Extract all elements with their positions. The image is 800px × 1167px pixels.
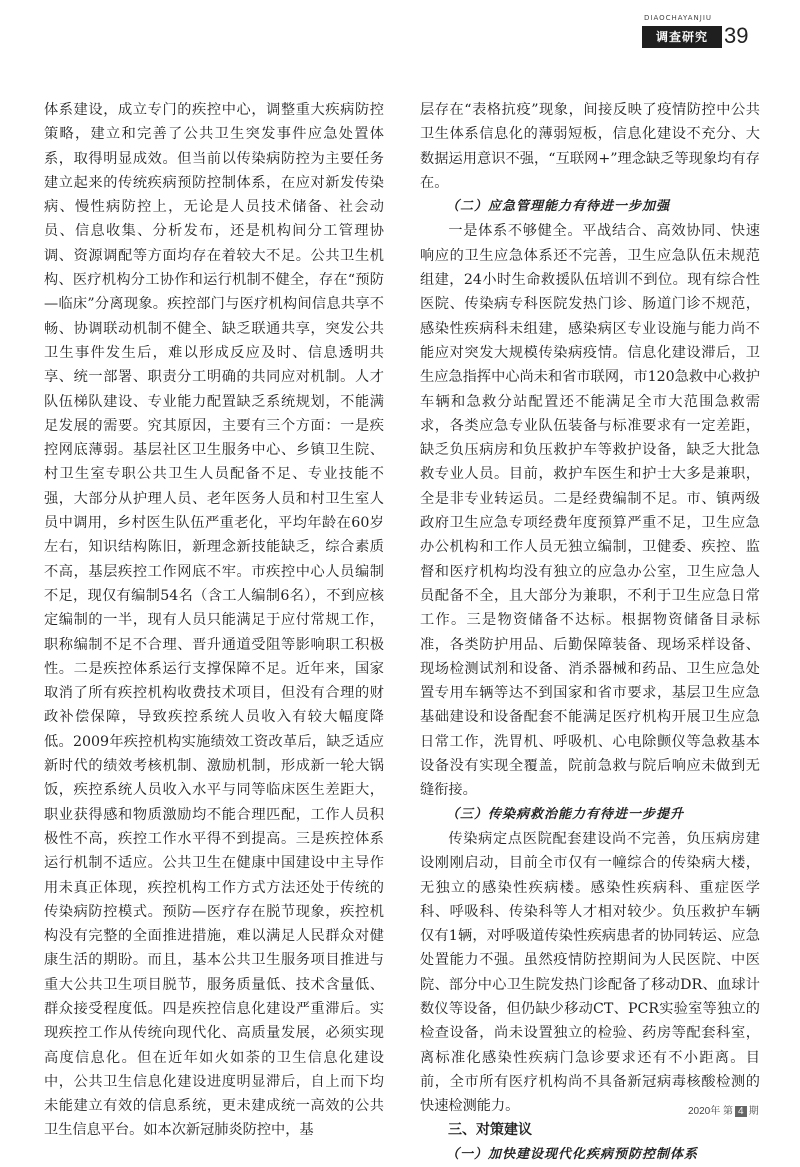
subsection-heading: （一）加快建设现代化疾病预防控制体系 bbox=[446, 1146, 699, 1162]
right-column bbox=[420, 98, 760, 1167]
footer-suffix: 期 bbox=[748, 1106, 759, 1117]
body-paragraph: 层存在“表格抗疫”现象，间接反映了疫情防控中公共卫生体系信息化的薄弱短板，信息化建设不充分、大数据运用意识不强，“互联网+”理念缺乏等现象均有存在。 bbox=[420, 102, 760, 191]
section-heading: 三、对策建议 bbox=[448, 1122, 532, 1139]
header-sub-label: DIAOCHAYANJIU bbox=[644, 14, 713, 22]
body-paragraph: 传染病定点医院配套建设尚不完善，负压病房建设刚刚启动，目前全市仅有一幢综合的传染病大楼，无独立的感染性疾病楼。感染性疾病科、重症医学科、呼吸科、传染科等人才相对较少。负压救护车辆仅有1辆，对呼吸道传染性疾病患者的协同转运、应急处置能力不强。虽然疫情防控期间为人民医院、中医院、部分中心卫生院发热门诊配备了移动DR、血球计数仪等设备，但仍缺少移动CT、PCR实验室等独立的检查设备，尚未设置独立的检验、药房等配套科室，离标准化感染性疾病门急诊要求还有不小距离。目前，全市所有医疗机构尚不具备新冠病毒核酸检测的快速检测能力。 bbox=[420, 830, 760, 1115]
section-label: 调查研究 bbox=[642, 26, 722, 48]
page-footer bbox=[688, 1102, 759, 1117]
subsection-heading: （二）应急管理能力有待进一步加强 bbox=[446, 199, 671, 215]
body-paragraph: 一是体系不够健全。平战结合、高效协同、快速响应的卫生应急体系还不完善，卫生应急队伍未规范组建，24小时生命救援队伍培训不到位。现有综合性医院、传染病专科医院发热门诊、肠道门诊不规范，感染性疾病科未组建，感染病区专业设施与能力尚不能应对突发大规模传染病疫情。信息化建设滞后，卫生应急指挥中心尚未和省市联网，市120急救中心救护车辆和急救分站配置还不能满足全市大范围急救需求，各类应急专业队伍装备与标准要求有一定差距，缺乏负压病房和负压救护车等救护设备，缺乏大批急救专业人员。目前，救护车医生和护士大多是兼职，全是非专业转运员。二是经费编制不足。市、镇两级政府卫生应急专项经费年度预算严重不足，卫生应急办公机构和工作人员无独立编制，卫健委、疾控、监督和医疗机构均没有独立的应急办公室，卫生应急人员配备不全，且大部分为兼职，不利于卫生应急日常工作。三是物资储备不达标。根据物资储备目录标准，各类防护用品、后勤保障装备、现场采样设备、现场检测试剂和设备、消杀器械和药品、卫生应急处置专用车辆等达不到国家和省市要求，基层卫生应急基础建设和设备配套不能满足医疗机构开展卫生应急日常工作，洗胃机、呼吸机、心电除颤仪等急救基本设备没有实现全覆盖，院前急救与院后响应未做到无缝衔接。 bbox=[420, 223, 760, 799]
page-number: 39 bbox=[724, 23, 749, 48]
footer-issue: 4 bbox=[735, 1106, 747, 1117]
left-column bbox=[44, 98, 384, 1143]
page-header bbox=[642, 14, 766, 48]
body-paragraph: 体系建设，成立专门的疾控中心，调整重大疾病防控策略，建立和完善了公共卫生突发事件应急处置体系，取得明显成效。但当前以传染病防控为主要任务建立起来的传统疾病预防控制体系，在应对新发传染病、慢性病防控上，无论是人员技术储备、社会动员、信息收集、分析发布，还是机构间分工管理协调、资源调配等方面均存在着较大不足。公共卫生机构、医疗机构分工协作和运行机制不健全，存在“预防—临床”分离现象。疾控部门与医疗机构间信息共享不畅、协调联动机制不健全、缺乏联通共享，突发公共卫生事件发生后，难以形成反应及时、信息透明共享、统一部署、职责分工明确的共同应对机制。人才队伍梯队建设、专业能力配置缺乏系统规划，不能满足发展的需要。究其原因，主要有三个方面：一是疾控网底薄弱。基层社区卫生服务中心、乡镇卫生院、村卫生室专职公共卫生人员配备不足、专业技能不强，大部分从护理人员、老年医务人员和村卫生室人员中调用，乡村医生队伍严重老化，平均年龄在60岁左右，知识结构陈旧，新理念新技能缺乏，综合素质不高，基层疾控工作网底不牢。市疾控中心人员编制不足，现仅有编制54名（含工人编制6名），不到应核定编制的一半，现有人员只能满足于应付常规工作，职称编制不足不合理、晋升通道受阻等影响职工积极性。二是疾控体系运行支撑保障不足。近年来，国家取消了所有疾控机构收费技术项目，但没有合理的财政补偿保障，导致疾控系统人员收入有较大幅度降低。2009年疾控机构实施绩效工资改革后，缺乏适应新时代的绩效考核机制、激励机制，形成新一轮大锅饭，疾控系统人员收入水平与同等临床医生差距大，职业获得感和物质激励均不能合理匹配，工作人员积极性不高，疾控工作水平得不到提高。三是疾控体系运行机制不适应。公共卫生在健康中国建设中主导作用未真正体现，疾控机构工作方式方法还处于传统的传染病防控模式。预防—医疗存在脱节现象，疾控机构没有完整的全面推进措施，难以满足人民群众对健康生活的期盼。而且，基本公共卫生服务项目推进与重大公共卫生项目脱节，服务质量低、技术含量低、群众接受程度低。四是疾控信息化建设严重滞后。实现疾控工作从传统向现代化、高质量发展，必须实现高度信息化。但在近年如火如荼的卫生信息化建设中，公共卫生信息化建设进度明显滞后，自上而下均未能建立有效的信息系统，更未建成统一高效的公共卫生信息平台。如本次新冠肺炎防控中，基 bbox=[44, 102, 384, 1139]
footer-year: 2020年 第 bbox=[688, 1106, 734, 1117]
subsection-heading: （三）传染病救治能力有待进一步提升 bbox=[446, 806, 685, 822]
